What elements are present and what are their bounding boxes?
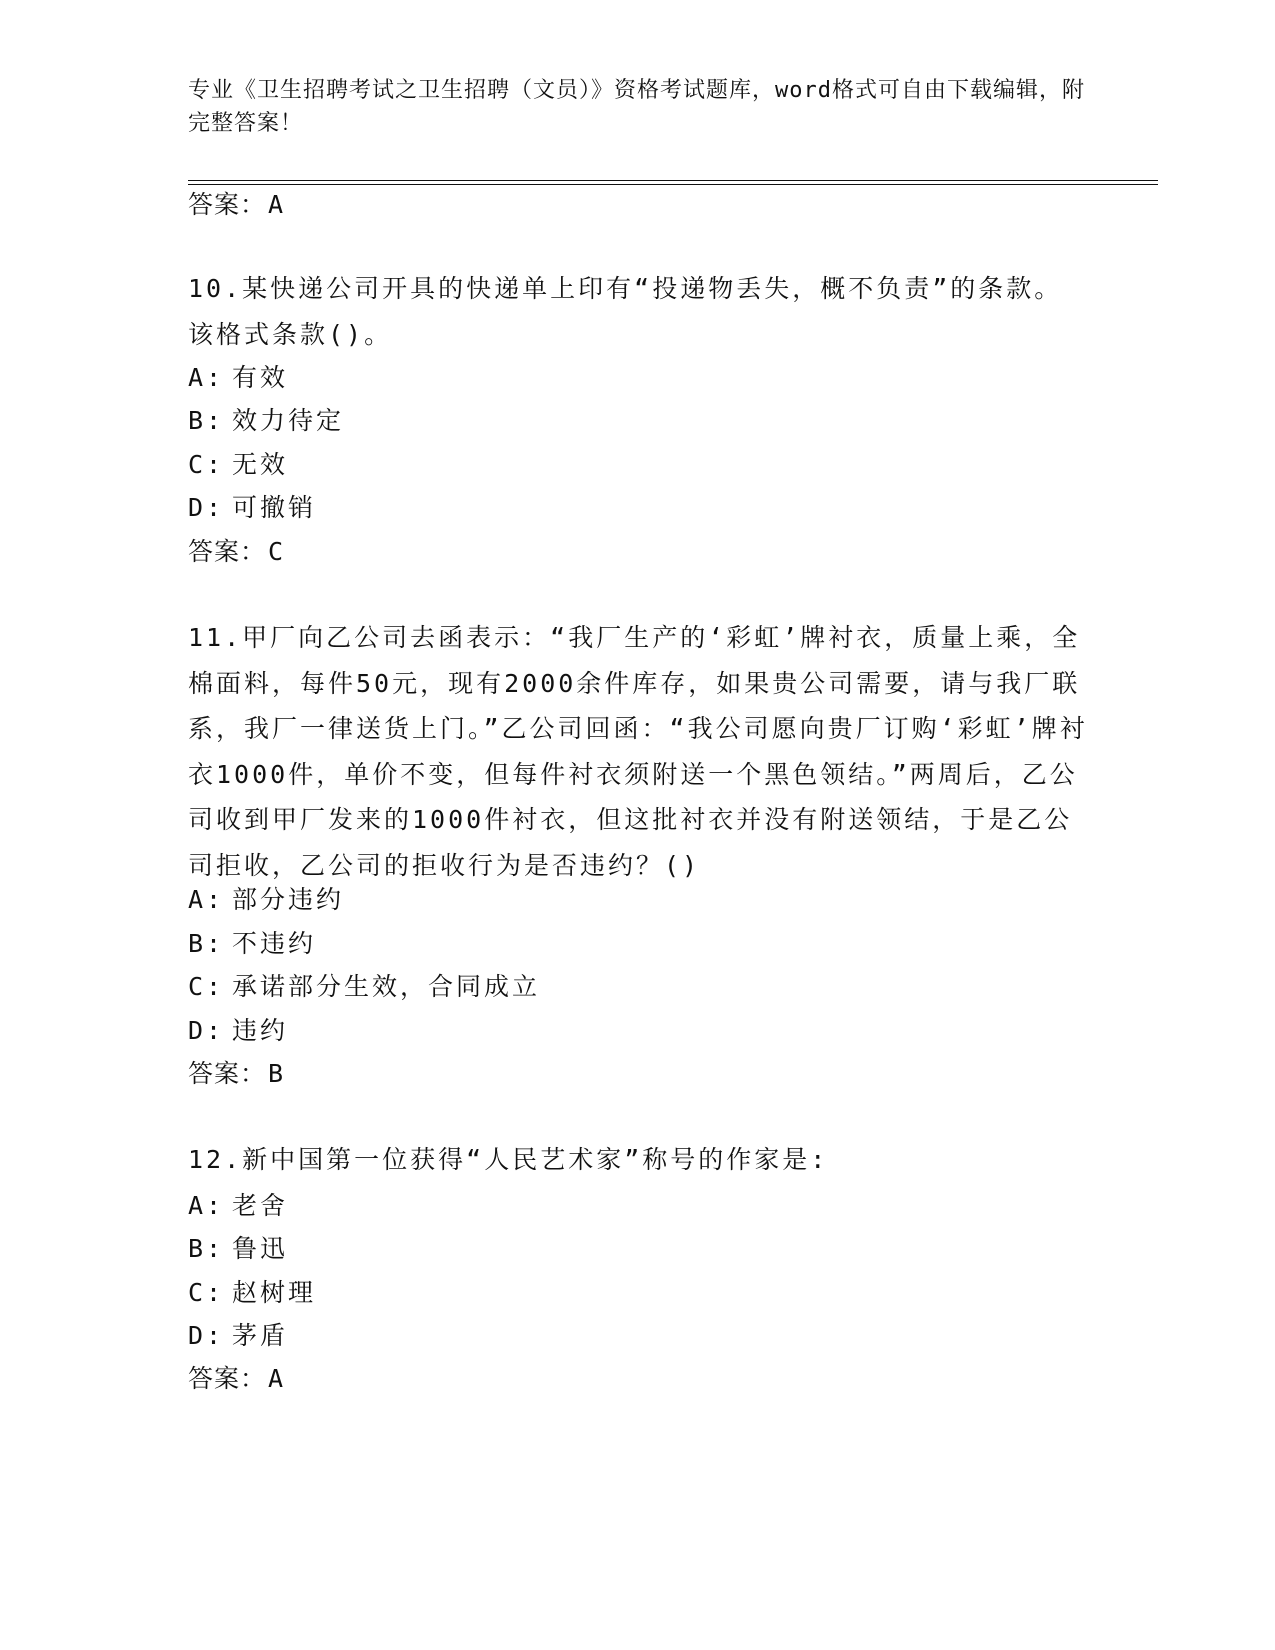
question-11-option-d: D: 违约 bbox=[188, 1016, 289, 1045]
question-10-answer: 答案：C bbox=[188, 537, 285, 566]
question-12-option-a: A: 老舍 bbox=[188, 1191, 289, 1220]
question-11-option-c: C: 承诺部分生效，合同成立 bbox=[188, 972, 541, 1001]
question-12-option-c: C: 赵树理 bbox=[188, 1278, 317, 1307]
question-11-option-a: A: 部分违约 bbox=[188, 885, 345, 914]
question-12-option-d: D: 茅盾 bbox=[188, 1321, 289, 1350]
question-10-option-d: D: 可撤销 bbox=[188, 493, 317, 522]
question-11-text: 11.甲厂向乙公司去函表示：“我厂生产的‘彩虹’牌衬衣，质量上乘，全棉面料，每件50元，现有2000余件库存，如果贵公司需要，请与我厂联系，我厂一律送货上门。”乙公司回函：“我公司愿向贵厂订购‘彩虹’牌衬衣1000件，单价不变，但每件衬衣须附送一个黑色领结。”两周后，乙公司收到甲厂发来的1000件衬衣，但这批衬衣并没有附送领结，于是乙公司拒收，乙公司的拒收行为是否违约？() bbox=[188, 623, 1088, 880]
question-12-text: 12.新中国第一位获得“人民艺术家”称号的作家是: bbox=[188, 1145, 829, 1174]
document-header: 专业《卫生招聘考试之卫生招聘（文员）》资格考试题库，word格式可自由下载编辑，附完整答案！ bbox=[188, 78, 1085, 136]
question-12-answer: 答案：A bbox=[188, 1364, 285, 1393]
question-10-option-b: B: 效力待定 bbox=[188, 406, 345, 435]
question-10-option-c: C: 无效 bbox=[188, 450, 289, 479]
question-10-text: 10.某快递公司开具的快递单上印有“投递物丢失，概不负责”的条款。该格式条款()。 bbox=[188, 274, 1063, 349]
header-divider-top bbox=[188, 180, 1158, 181]
answer-value: A bbox=[268, 190, 285, 219]
previous-answer bbox=[188, 190, 284, 220]
question-11-option-b: B: 不违约 bbox=[188, 929, 317, 958]
question-10-option-a: A: 有效 bbox=[188, 363, 289, 392]
question-11-answer: 答案：B bbox=[188, 1059, 285, 1088]
question-12-option-b: B: 鲁迅 bbox=[188, 1234, 289, 1263]
answer-label: 答案： bbox=[188, 190, 267, 219]
header-divider-bottom bbox=[188, 184, 1158, 185]
